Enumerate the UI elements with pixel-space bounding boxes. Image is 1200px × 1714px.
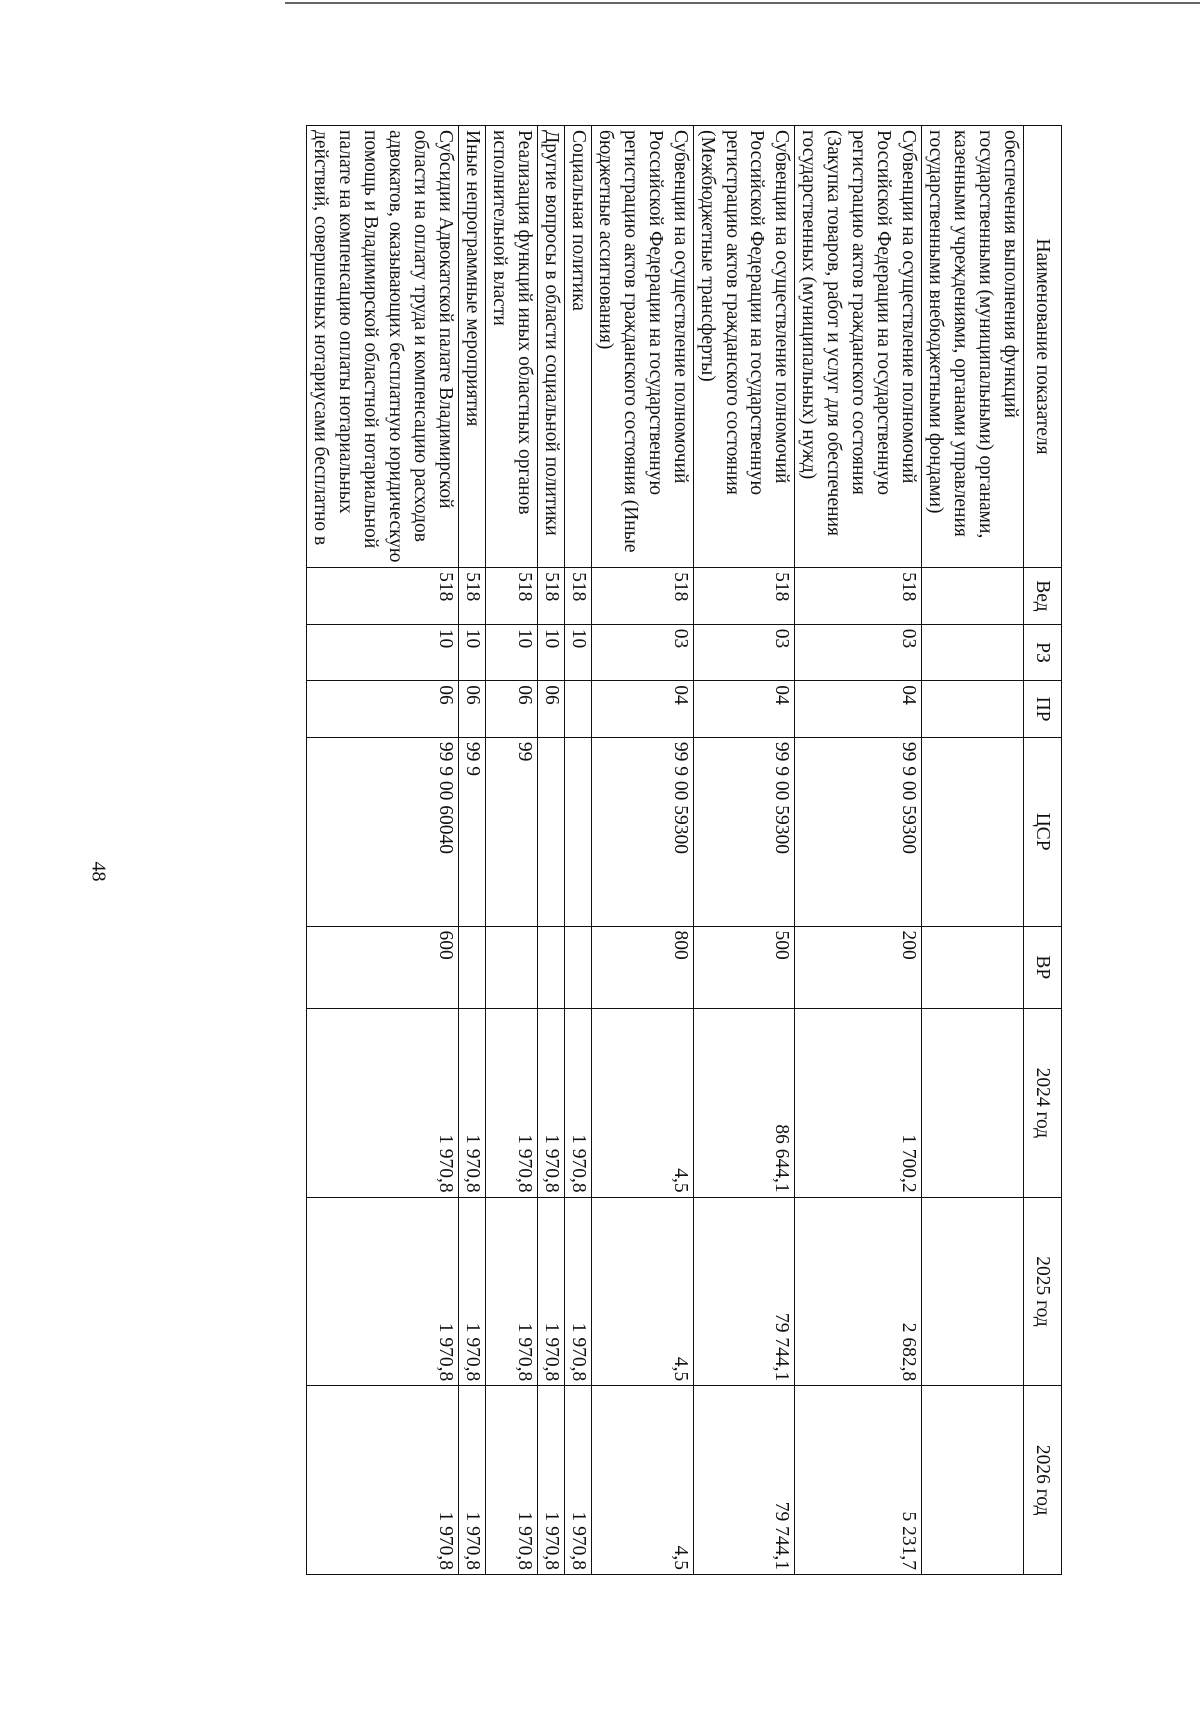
row-ved: 518 xyxy=(307,568,459,625)
rotated-page xyxy=(162,125,1062,1575)
row-2026 xyxy=(922,1386,1024,1575)
row-name: Иные непрограммные мероприятия xyxy=(459,126,486,568)
row-rz: 10 xyxy=(485,624,537,681)
table-row xyxy=(922,126,1024,1575)
row-csr: 99 9 00 59300 xyxy=(591,737,693,926)
row-name: Субвенции на осуществление полномочий Российской Федерации на государственную регистрацию актов гражданского состояния (Закупка товаров, работ и услуг для обеспечения государственных (муниципальных) нужд) xyxy=(795,126,922,568)
row-2025: 1 970,8 xyxy=(459,1197,486,1386)
header-csr: ЦСР xyxy=(1024,737,1062,926)
row-ved: 518 xyxy=(459,568,486,625)
row-2024: 1 700,2 xyxy=(795,1009,922,1198)
row-ved: 518 xyxy=(693,568,795,625)
row-pr: 06 xyxy=(485,681,537,738)
row-csr: 99 9 xyxy=(459,737,486,926)
row-2025: 2 682,8 xyxy=(795,1197,922,1386)
row-2024: 1 970,8 xyxy=(485,1009,537,1198)
row-pr: 06 xyxy=(307,681,459,738)
row-vr xyxy=(537,926,564,1009)
row-rz: 03 xyxy=(693,624,795,681)
scan-edge-line xyxy=(285,2,1200,4)
row-2026: 5 231,7 xyxy=(795,1386,922,1575)
row-vr: 200 xyxy=(795,926,922,1009)
row-2025 xyxy=(922,1197,1024,1386)
budget-table xyxy=(306,125,1062,1575)
row-2025: 1 970,8 xyxy=(537,1197,564,1386)
row-vr: 800 xyxy=(591,926,693,1009)
row-vr xyxy=(459,926,486,1009)
table-row xyxy=(537,126,564,1575)
row-rz: 10 xyxy=(307,624,459,681)
row-vr: 600 xyxy=(307,926,459,1009)
row-rz: 03 xyxy=(795,624,922,681)
row-pr: 04 xyxy=(795,681,922,738)
row-csr: 99 9 00 59300 xyxy=(693,737,795,926)
row-ved: 518 xyxy=(537,568,564,625)
header-2026: 2026 год xyxy=(1024,1386,1062,1575)
row-vr xyxy=(922,926,1024,1009)
row-2024: 1 970,8 xyxy=(307,1009,459,1198)
row-2024: 4,5 xyxy=(591,1009,693,1198)
row-2025: 1 970,8 xyxy=(485,1197,537,1386)
row-ved: 518 xyxy=(485,568,537,625)
row-2024: 1 970,8 xyxy=(459,1009,486,1198)
row-vr: 500 xyxy=(693,926,795,1009)
row-2025: 4,5 xyxy=(591,1197,693,1386)
header-2024: 2024 год xyxy=(1024,1009,1062,1198)
row-csr xyxy=(922,737,1024,926)
row-rz: 03 xyxy=(591,624,693,681)
header-ved: Вед xyxy=(1024,568,1062,625)
header-vr: ВР xyxy=(1024,926,1062,1009)
row-2026: 1 970,8 xyxy=(564,1386,591,1575)
row-ved: 518 xyxy=(591,568,693,625)
row-vr xyxy=(485,926,537,1009)
row-csr xyxy=(564,737,591,926)
row-name: Другие вопросы в области социальной политики xyxy=(537,126,564,568)
row-pr: 06 xyxy=(537,681,564,738)
row-pr: 06 xyxy=(459,681,486,738)
row-csr xyxy=(537,737,564,926)
row-2026: 1 970,8 xyxy=(537,1386,564,1575)
row-rz: 10 xyxy=(564,624,591,681)
header-rz: РЗ xyxy=(1024,624,1062,681)
table-row xyxy=(693,126,795,1575)
row-pr xyxy=(922,681,1024,738)
row-2024: 86 644,1 xyxy=(693,1009,795,1198)
row-pr xyxy=(564,681,591,738)
header-pr: ПР xyxy=(1024,681,1062,738)
row-2025: 79 744,1 xyxy=(693,1197,795,1386)
row-2024: 1 970,8 xyxy=(537,1009,564,1198)
row-csr: 99 9 00 60040 xyxy=(307,737,459,926)
row-rz xyxy=(922,624,1024,681)
page-number: 48 xyxy=(87,861,110,882)
row-2026: 4,5 xyxy=(591,1386,693,1575)
row-name: Социальная политика xyxy=(564,126,591,568)
row-2026: 1 970,8 xyxy=(485,1386,537,1575)
row-rz: 10 xyxy=(537,624,564,681)
row-csr: 99 9 00 59300 xyxy=(795,737,922,926)
row-rz: 10 xyxy=(459,624,486,681)
table-row xyxy=(591,126,693,1575)
row-2025: 1 970,8 xyxy=(564,1197,591,1386)
table-row xyxy=(307,126,459,1575)
row-2024: 1 970,8 xyxy=(564,1009,591,1198)
row-2026: 79 744,1 xyxy=(693,1386,795,1575)
row-name: Реализация функций иных областных органов исполнительной власти xyxy=(485,126,537,568)
table-header-row xyxy=(1024,126,1062,1575)
row-name: обеспечения выполнения функций государственными (муниципальными) органами, казенными учреждениями, органами управления государственными внебюджетными фондами) xyxy=(922,126,1024,568)
row-name: Субсидии Адвокатской палате Владимирской области на оплату труда и компенсацию расходов адвокатов, оказывающих бесплатную юридическую помощь и Владимирской областной нотариальной палате на компенсацию оплаты нотариальных действий, совершенных нотариусами бесплатно в xyxy=(307,126,459,568)
row-name: Субвенции на осуществление полномочий Российской Федерации на государственную регистрацию актов гражданского состояния (Иные бюджетные ассигнования) xyxy=(591,126,693,568)
row-pr: 04 xyxy=(693,681,795,738)
row-2025: 1 970,8 xyxy=(307,1197,459,1386)
header-2025: 2025 год xyxy=(1024,1197,1062,1386)
table-row xyxy=(795,126,922,1575)
row-name: Субвенции на осуществление полномочий Российской Федерации на государственную регистрацию актов гражданского состояния (Межбюджетные трансферты) xyxy=(693,126,795,568)
row-2026: 1 970,8 xyxy=(307,1386,459,1575)
row-ved: 518 xyxy=(795,568,922,625)
table-row xyxy=(459,126,486,1575)
row-pr: 04 xyxy=(591,681,693,738)
row-ved xyxy=(922,568,1024,625)
row-2026: 1 970,8 xyxy=(459,1386,486,1575)
table-row xyxy=(485,126,537,1575)
row-csr: 99 xyxy=(485,737,537,926)
row-ved: 518 xyxy=(564,568,591,625)
row-2024 xyxy=(922,1009,1024,1198)
row-vr xyxy=(564,926,591,1009)
header-name: Наименование показателя xyxy=(1024,126,1062,568)
table-row xyxy=(564,126,591,1575)
